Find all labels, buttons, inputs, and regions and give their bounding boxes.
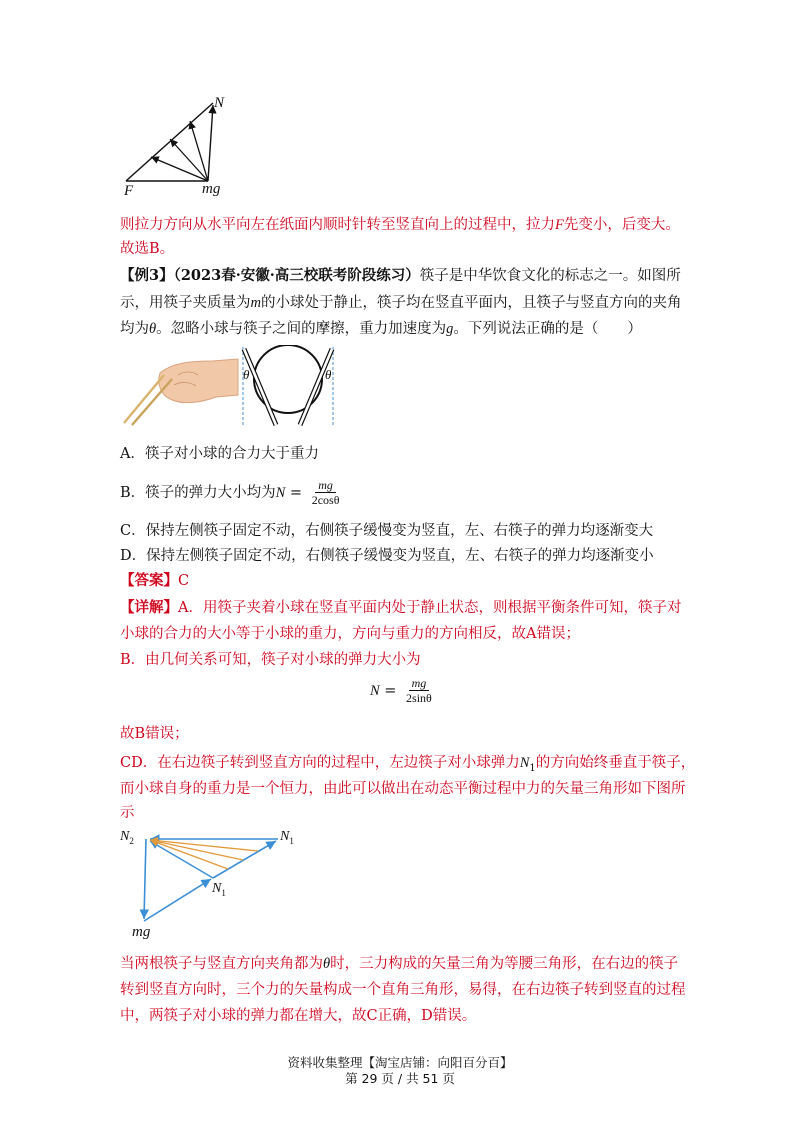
solution-tail-text: 则拉力方向从水平向左在纸面内顺时针转至竖直向上的过程中，拉力 <box>120 217 555 233</box>
footer-source: 资料收集整理【淘宝店铺：向阳百分百】 <box>287 1055 513 1070</box>
vector-triangle-figure <box>118 825 318 945</box>
label-n1-right-sub: 1 <box>289 835 294 846</box>
mg-vector <box>144 839 146 919</box>
p4-sub: 1 <box>529 762 536 774</box>
option-b-num: mg <box>315 478 336 493</box>
solution-tail-line2: 故选B。 <box>120 241 175 257</box>
footer-page-number: 第 29 页 / 共 51 页 <box>345 1071 455 1086</box>
p5-var: θ <box>323 956 331 972</box>
n1-right-vector <box>213 841 276 878</box>
option-b-fraction <box>309 478 343 508</box>
eq-den: 2sinθ <box>406 691 432 705</box>
hypotenuse-line <box>126 103 213 181</box>
label-n2 <box>120 829 134 846</box>
answer-label: 【答案】 <box>120 572 178 589</box>
option-b-den: 2cosθ <box>311 493 340 507</box>
theta-right-label: θ <box>325 367 332 382</box>
option-a: A．筷子对小球的合力大于重力 <box>120 446 319 462</box>
equation-n-sin: N = $\frac{mg}{2\sin\theta}$ <box>370 676 437 706</box>
n1-mid-vector <box>144 879 211 921</box>
explanation-line10: 中，两筷子对小球的弹力都在增大，故C正确，D错误。 <box>120 1008 477 1024</box>
stem2a: 示，用筷子夹质量为 <box>120 295 251 311</box>
chopsticks-figure-svg <box>120 345 345 427</box>
example-stem-line3 <box>120 318 642 340</box>
explanation-line7: 示 <box>120 805 135 821</box>
hand-illustration <box>124 359 238 425</box>
explanation-line1 <box>120 597 681 619</box>
explanation-line2: 小球的合力的大小等于小球的重力，方向与重力的方向相反，故A错误； <box>120 626 580 642</box>
explanation-line3: B．由几何关系可知，筷子对小球的弹力大小为 <box>120 652 421 668</box>
stem3c: 。下列说法正确的是（ ） <box>453 321 642 337</box>
label-n1-right <box>280 829 294 846</box>
solution-tail-end: 先变小，后变大。 <box>563 217 680 233</box>
option-c: C．保持左侧筷子固定不动，右侧筷子缓慢变为竖直，左、右筷子的弹力均逐渐变大 <box>120 523 654 539</box>
stem3a: 均为 <box>120 321 149 337</box>
ball-diagram <box>243 345 333 425</box>
example-stem-line1 <box>120 265 681 287</box>
option-b-prefix: B．筷子的弹力大小均为 <box>120 485 276 501</box>
explanation-p1-line1: A．用筷子夹着小球在竖直平面内处于静止状态，则根据平衡条件可知，筷子对 <box>178 600 682 616</box>
explanation-line6: 而小球自身的重力是一个恒力，由此可以做出在动态平衡过程中力的矢量三角形如下图所 <box>120 781 686 797</box>
stem3b: 。忽略小球与筷子之间的摩擦，重力加速度为 <box>156 321 447 337</box>
var-f: F <box>555 217 564 233</box>
label-n2-text: N <box>120 829 130 844</box>
force-diagram-1 <box>118 95 238 205</box>
explanation-line4: 故B错误； <box>120 726 189 742</box>
label-n1-mid <box>212 881 226 898</box>
eq-fraction <box>403 676 435 706</box>
label-mg: mg <box>202 181 221 197</box>
label-f: F <box>124 183 134 199</box>
label-n: N <box>214 95 225 111</box>
eq-lhs: N <box>370 683 380 699</box>
option-b: B．筷子的弹力大小均为N = $\frac{mg}{2\cos\theta}$ <box>120 478 344 508</box>
stem2b: 的小球处于静止，筷子均在竖直平面内，且筷子与竖直方向的夹角 <box>260 295 682 311</box>
theta-left-label: θ <box>243 367 250 382</box>
p5-a: 当两根筷子与竖直方向夹角都为 <box>120 956 323 972</box>
arrow-n <box>208 105 213 181</box>
arrow-4 <box>151 157 208 181</box>
explanation-line9: 转到竖直方向时，三个力的矢量构成一个直角三角形，易得，在右边筷子转到竖直的过程 <box>120 982 686 998</box>
answer-line <box>120 570 189 592</box>
option-b-lhs: N <box>275 485 286 501</box>
answer-value: C <box>178 573 190 589</box>
explanation-label: 【详解】 <box>120 599 178 616</box>
option-d: D．保持左侧筷子固定不动，右侧筷子缓慢变为竖直，左、右筷子的弹力均逐渐变小 <box>120 548 654 564</box>
p4-var: N <box>519 755 530 771</box>
example-stem-text1: 筷子是中华饮食文化的标志之一。如图所 <box>419 268 681 284</box>
solution-tail-line1 <box>120 214 680 236</box>
label-n1-right-text: N <box>280 829 290 844</box>
p4-a: CD．在右边筷子转到竖直方向的过程中，左边筷子对小球弹力 <box>120 755 520 771</box>
p4-b: 的方向始终垂直于筷子， <box>535 755 696 771</box>
var-theta: θ <box>149 321 157 337</box>
example-tag: 【例3】 <box>120 267 174 284</box>
p5-b: 时，三力构成的矢量三角为等腰三角形，在右边的筷子 <box>330 956 679 972</box>
example-stem-line2 <box>120 292 681 314</box>
var-g: g <box>446 321 454 337</box>
explanation-line8 <box>120 953 678 975</box>
label-n2-sub: 2 <box>129 835 134 846</box>
label-n1-mid-text: N <box>212 881 222 896</box>
chopsticks-figure <box>120 345 345 427</box>
eq-num: mg <box>409 676 430 691</box>
label-n1-mid-sub: 1 <box>221 887 226 898</box>
example-source: （2023春·安徽·高三校联考阶段练习） <box>173 267 420 284</box>
label-mg-3: mg <box>132 924 151 940</box>
explanation-line5 <box>120 752 695 780</box>
var-m: m <box>250 295 261 311</box>
